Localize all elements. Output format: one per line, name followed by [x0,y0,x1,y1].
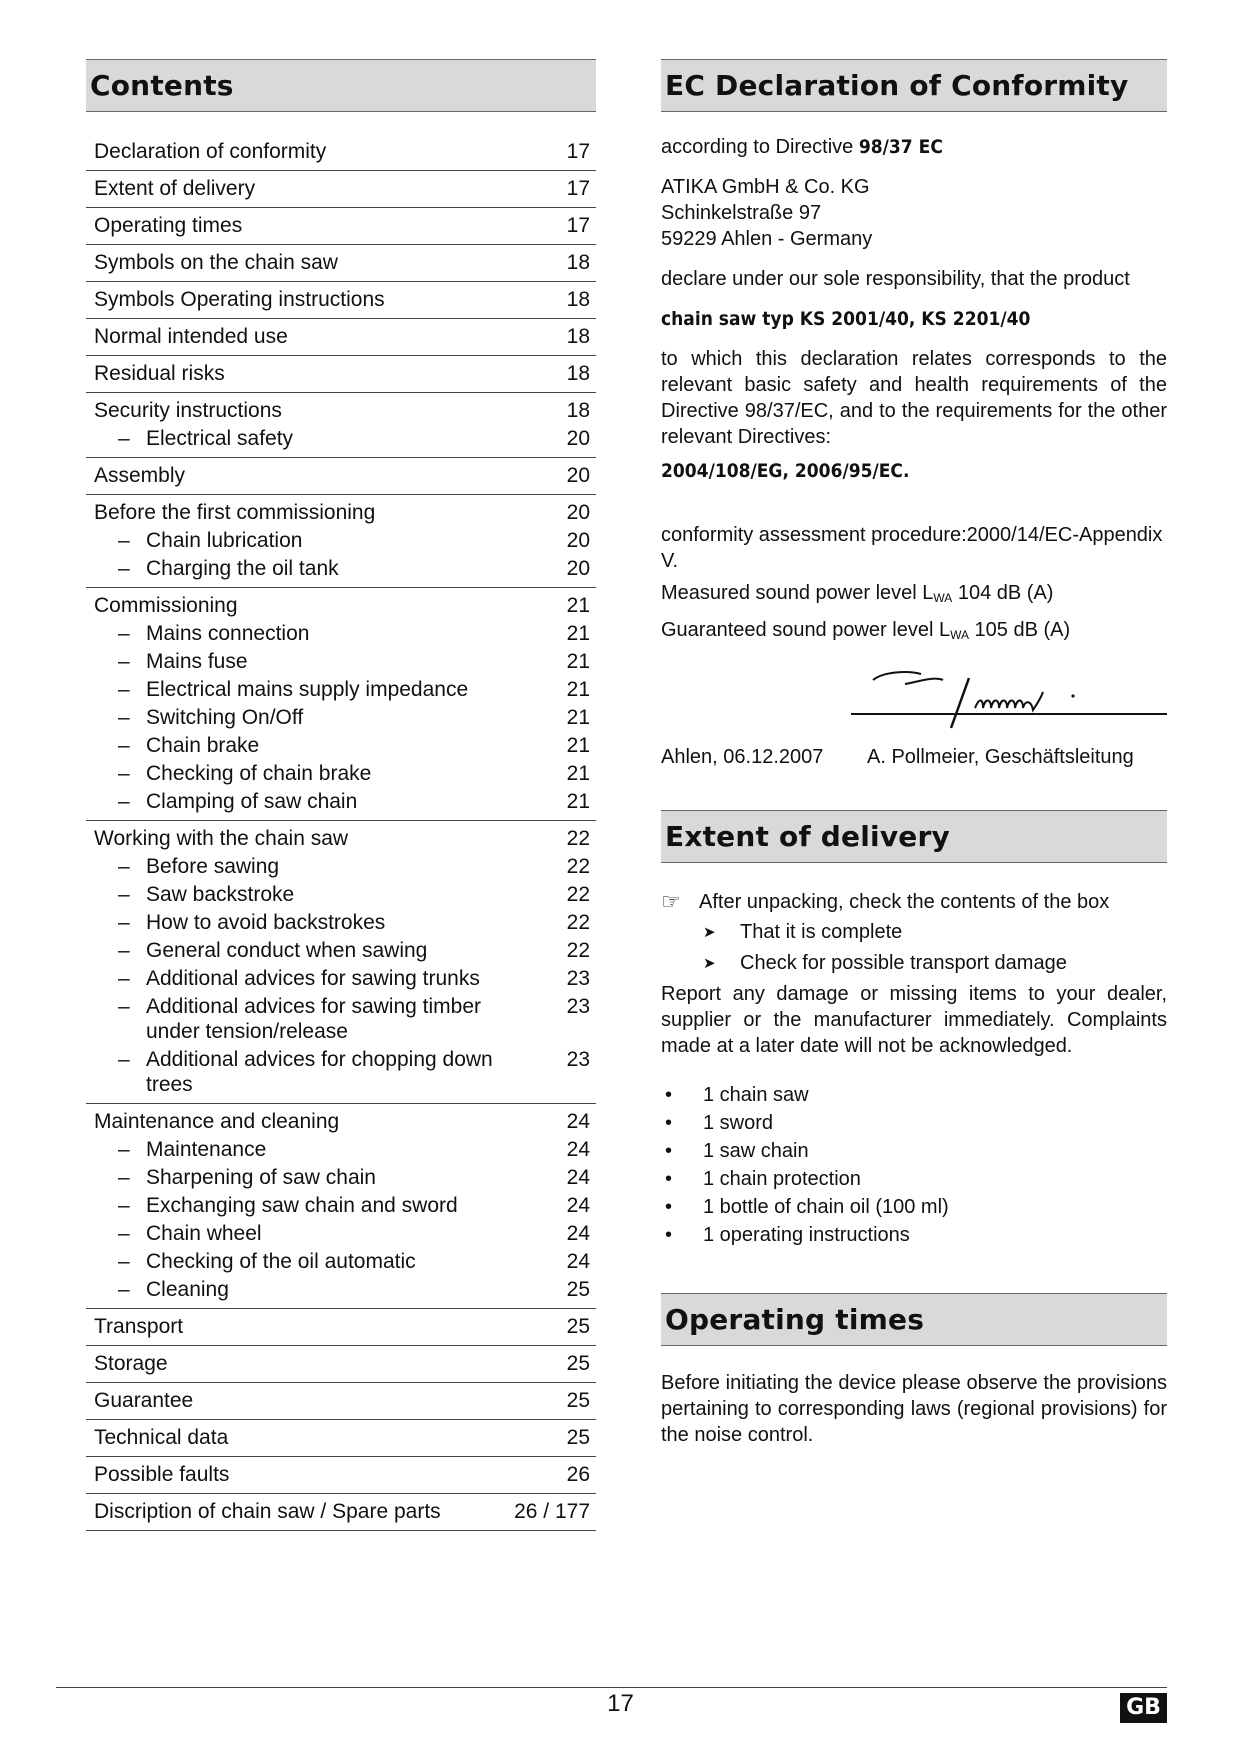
dash-bullet: – [118,1194,130,1217]
toc-entry [86,251,596,275]
toc-entry-page: 25 [566,1315,590,1338]
toc-subentry-label: Chain lubrication [146,529,303,552]
toc-entry [86,288,596,312]
bullet-icon: • [665,1084,673,1106]
toc-entry-label: Assembly [94,464,186,487]
toc-entry-page: 17 [566,140,590,163]
toc-subentry-label: Charging the oil tank [146,557,339,580]
toc-subentry [86,786,596,814]
toc-subentry [86,879,596,907]
toc-entry [86,1463,596,1487]
dash-bullet: – [118,855,130,878]
toc-entry-page: 18 [566,362,590,385]
dash-bullet: – [118,622,130,645]
dash-bullet: – [118,790,130,813]
toc-entry-page: 20 [566,501,590,524]
toc-subentry [86,758,596,786]
dash-bullet: – [118,1138,130,1161]
check-item [661,917,1167,948]
pointing-hand-icon: ☞ [661,889,681,914]
delivery-checklist [661,917,1167,979]
delivery-item-text: 1 chain protection [703,1168,861,1190]
toc-subentry-page: 21 [566,650,590,673]
toc-entry-label: Before the first commissioning [94,501,376,524]
toc-subentry [86,553,596,581]
toc-group [86,319,596,356]
toc-subentry [86,525,596,553]
toc-group [86,245,596,282]
dash-bullet: – [118,967,130,990]
toc-subentry-label: Saw backstroke [146,883,295,906]
toc-entry [86,501,596,525]
delivery-header [661,810,1167,863]
toc-entry-page: 25 [566,1389,590,1412]
toc-subentry [86,1162,596,1190]
delivery-report: Report any damage or missing items to your dealer, supplier or the manufacturer immediately. Complaints made at a later date will not be acknowledged. [661,983,1167,1057]
toc-subentry-page: 24 [566,1166,590,1189]
toc-entry-label: Storage [94,1352,168,1375]
declare-text: declare under our sole responsibility, that the product [661,268,1130,290]
toc-subentry-page: 24 [566,1222,590,1245]
toc-group [86,495,596,588]
dash-bullet: – [118,995,130,1018]
toc-group [86,1494,596,1531]
toc-subentry-page: 23 [566,995,590,1018]
toc-subentry-page: 24 [566,1250,590,1273]
toc-subentry [86,851,596,879]
dash-bullet: – [118,529,130,552]
toc-subentry [86,1190,596,1218]
toc-subentry-label: Exchanging saw chain and sword [146,1194,458,1217]
toc-entry-label: Normal intended use [94,325,288,348]
toc-entry [86,399,596,423]
dash-bullet: – [118,734,130,757]
delivery-items [661,1081,1167,1249]
toc-subentry [86,674,596,702]
toc-entry-label: Extent of delivery [94,177,256,200]
toc-subentry-label: Mains fuse [146,650,248,673]
product-name: chain saw typ KS 2001/40, KS 2201/40 [661,308,1031,330]
dash-bullet: – [118,762,130,785]
toc-subentry-label: Sharpening of saw chain [146,1166,376,1189]
delivery-item [661,1137,1167,1165]
toc-entry [86,1389,596,1413]
toc-subentry-label: Chain wheel [146,1222,262,1245]
toc-entry-page: 20 [566,464,590,487]
toc-subentry-label: Clamping of saw chain [146,790,358,813]
signatory: A. Pollmeier, Geschäftsleitung [867,746,1134,768]
toc-subentry-label: Before sawing [146,855,280,878]
toc-subentry-label: Checking of the oil automatic [146,1250,416,1273]
bullet-icon: • [665,1224,673,1246]
toc-subentry-label: Chain brake [146,734,260,757]
toc-entry [86,594,596,618]
toc-entry [86,1352,596,1376]
toc-subentry [86,991,596,1044]
table-of-contents [86,134,596,1531]
dash-bullet: – [118,939,130,962]
delivery-item [661,1193,1167,1221]
contents-header [86,59,596,112]
directive-line [661,134,1167,160]
toc-group [86,821,596,1104]
toc-group [86,208,596,245]
dash-bullet: – [118,1278,130,1301]
toc-subentry-page: 23 [566,1048,590,1071]
contents-title: Contents [90,69,234,102]
toc-subentry [86,1134,596,1162]
company-city: 59229 Ahlen - Germany [661,228,873,250]
toc-entry [86,1110,596,1134]
delivery-item [661,1081,1167,1109]
declaration-header [661,59,1167,112]
guaranteed-level [661,617,1167,648]
dash-bullet: – [118,678,130,701]
toc-entry [86,464,596,488]
toc-subentry [86,730,596,758]
operating-text: Before initiating the device please observe the provisions pertaining to corresponding laws (regional provisions) for the noise control. [661,1372,1167,1446]
toc-subentry [86,618,596,646]
footer-rule [56,1687,1167,1688]
dash-bullet: – [118,1166,130,1189]
dash-bullet: – [118,911,130,934]
toc-subentry-page: 22 [566,911,590,934]
toc-entry [86,1315,596,1339]
signature-caption [661,744,1167,770]
bullet-icon: • [665,1196,673,1218]
toc-group [86,393,596,458]
bullet-icon: • [665,1168,673,1190]
dash-bullet: – [118,883,130,906]
toc-entry [86,325,596,349]
toc-subentry-page: 21 [566,734,590,757]
dash-bullet: – [118,706,130,729]
check-item-text: That it is complete [740,921,903,943]
toc-subentry-page: 24 [566,1194,590,1217]
toc-entry-page: 18 [566,251,590,274]
toc-group [86,1346,596,1383]
toc-entry-label: Working with the chain saw [94,827,349,850]
delivery-item-text: 1 operating instructions [703,1224,910,1246]
toc-subentry-label: Electrical mains supply impedance [146,678,469,701]
measured-level [661,580,1167,611]
measured-prefix: Measured sound power level L [661,582,934,604]
toc-entry-label: Discription of chain saw / Spare parts [94,1500,441,1523]
toc-entry-label: Possible faults [94,1463,230,1486]
delivery-item-text: 1 bottle of chain oil (100 ml) [703,1196,949,1218]
toc-group [86,1457,596,1494]
company-name: ATIKA GmbH & Co. KG [661,176,870,198]
guaranteed-value: 105 dB (A) [968,619,1071,641]
toc-subentry-page: 21 [566,790,590,813]
toc-entry [86,1500,596,1524]
toc-entry-label: Technical data [94,1426,229,1449]
toc-entry-label: Commissioning [94,594,238,617]
operating-header [661,1293,1167,1346]
toc-entry-page: 26 [566,1463,590,1486]
dash-bullet: – [118,1048,130,1071]
toc-entry-label: Guarantee [94,1389,194,1412]
toc-group [86,356,596,393]
signature-image [847,658,1167,738]
toc-subentry-page: 20 [566,557,590,580]
toc-subentry-label: Additional advices for chopping down trees [146,1048,493,1096]
toc-entry-page: 22 [566,827,590,850]
company-street: Schinkelstraße 97 [661,202,822,224]
check-item-text: Check for possible transport damage [740,952,1067,974]
toc-entry-page: 25 [566,1352,590,1375]
toc-subentry [86,935,596,963]
toc-group [86,1104,596,1309]
toc-subentry-page: 20 [566,427,590,450]
toc-subentry [86,1246,596,1274]
toc-entry-label: Symbols Operating instructions [94,288,385,311]
delivery-note-text: After unpacking, check the contents of the box [699,891,1110,913]
toc-entry-page: 21 [566,594,590,617]
toc-subentry [86,963,596,991]
delivery-item-text: 1 sword [703,1112,774,1134]
toc-subentry-label: Electrical safety [146,427,294,450]
toc-subentry-label: Mains connection [146,622,310,645]
contents-column [86,59,596,1531]
toc-entry [86,827,596,851]
toc-group [86,1420,596,1457]
page-number: 17 [607,1690,634,1717]
toc-subentry [86,646,596,674]
toc-subentry-label: Checking of chain brake [146,762,372,785]
procedure-text: conformity assessment procedure:2000/14/EC-Appendix V. [661,524,1163,572]
toc-group [86,171,596,208]
guaranteed-subscript: WA [950,628,969,642]
toc-subentry-page: 21 [566,706,590,729]
country-badge: GB [1120,1693,1167,1723]
toc-entry [86,362,596,386]
toc-subentry-page: 20 [566,529,590,552]
toc-entry-page: 18 [566,325,590,348]
toc-subentry [86,1218,596,1246]
toc-entry-page: 25 [566,1426,590,1449]
measured-subscript: WA [933,591,953,605]
toc-entry-page: 17 [566,177,590,200]
toc-subentry [86,423,596,451]
toc-entry-page: 18 [566,399,590,422]
other-directives: 2004/108/EG, 2006/95/EC. [661,460,910,482]
toc-entry-label: Security instructions [94,399,282,422]
declaration-column [661,59,1167,1448]
toc-subentry-page: 21 [566,678,590,701]
toc-subentry-page: 22 [566,939,590,962]
delivery-item-text: 1 saw chain [703,1140,809,1162]
toc-subentry-label: Additional advices for sawing trunks [146,967,480,990]
toc-entry-page: 26 / 177 [514,1500,590,1523]
toc-subentry-page: 24 [566,1138,590,1161]
delivery-note [661,889,1167,915]
toc-subentry-label: Additional advices for sawing timber under tension/release [146,995,481,1043]
toc-group [86,588,596,821]
toc-group [86,282,596,319]
toc-subentry [86,1274,596,1302]
toc-subentry [86,702,596,730]
toc-entry-label: Residual risks [94,362,225,385]
delivery-item [661,1221,1167,1249]
toc-entry-page: 18 [566,288,590,311]
toc-entry [86,1426,596,1450]
toc-subentry-label: General conduct when sawing [146,939,428,962]
toc-entry-label: Symbols on the chain saw [94,251,338,274]
guaranteed-prefix: Guaranteed sound power level L [661,619,951,641]
toc-subentry-page: 25 [566,1278,590,1301]
dash-bullet: – [118,557,130,580]
declaration-title: EC Declaration of Conformity [665,69,1129,102]
arrow-bullet-icon: ➤ [703,955,716,972]
signature-area [661,648,1167,740]
toc-subentry-page: 21 [566,622,590,645]
company-address [661,174,1167,252]
relates-text: to which this declaration relates corresponds to the relevant basic safety and health requirements of the Directive 98/37/EC, and to the requirements for the other relevant Directives: [661,348,1167,448]
toc-entry [86,214,596,238]
toc-subentry-label: Switching On/Off [146,706,304,729]
toc-subentry [86,907,596,935]
operating-title: Operating times [665,1303,925,1336]
check-item [661,948,1167,979]
toc-group [86,458,596,495]
delivery-item [661,1165,1167,1193]
toc-group [86,134,596,171]
toc-subentry-label: How to avoid backstrokes [146,911,386,934]
bullet-icon: • [665,1140,673,1162]
toc-group [86,1383,596,1420]
dash-bullet: – [118,1222,130,1245]
dash-bullet: – [118,1250,130,1273]
measured-value: 104 dB (A) [952,582,1054,604]
delivery-title: Extent of delivery [665,820,950,853]
toc-subentry-label: Cleaning [146,1278,229,1301]
toc-subentry-page: 22 [566,883,590,906]
delivery-item [661,1109,1167,1137]
delivery-item-text: 1 chain saw [703,1084,809,1106]
dash-bullet: – [118,650,130,673]
directive-prefix: according to Directive [661,136,859,158]
toc-entry-label: Transport [94,1315,184,1338]
place-date: Ahlen, 06.12.2007 [661,746,824,768]
toc-subentry-page: 21 [566,762,590,785]
directive-number: 98/37 EC [858,136,943,158]
toc-entry-page: 24 [566,1110,590,1133]
dash-bullet: – [118,427,130,450]
toc-entry-label: Operating times [94,214,243,237]
toc-entry-label: Maintenance and cleaning [94,1110,340,1133]
toc-entry-label: Declaration of conformity [94,140,327,163]
toc-entry [86,140,596,164]
toc-subentry-page: 23 [566,967,590,990]
toc-subentry-page: 22 [566,855,590,878]
toc-subentry-label: Maintenance [146,1138,267,1161]
toc-group [86,1309,596,1346]
toc-entry [86,177,596,201]
toc-subentry [86,1044,596,1097]
bullet-icon: • [665,1112,673,1134]
arrow-bullet-icon: ➤ [703,924,716,941]
toc-entry-page: 17 [566,214,590,237]
